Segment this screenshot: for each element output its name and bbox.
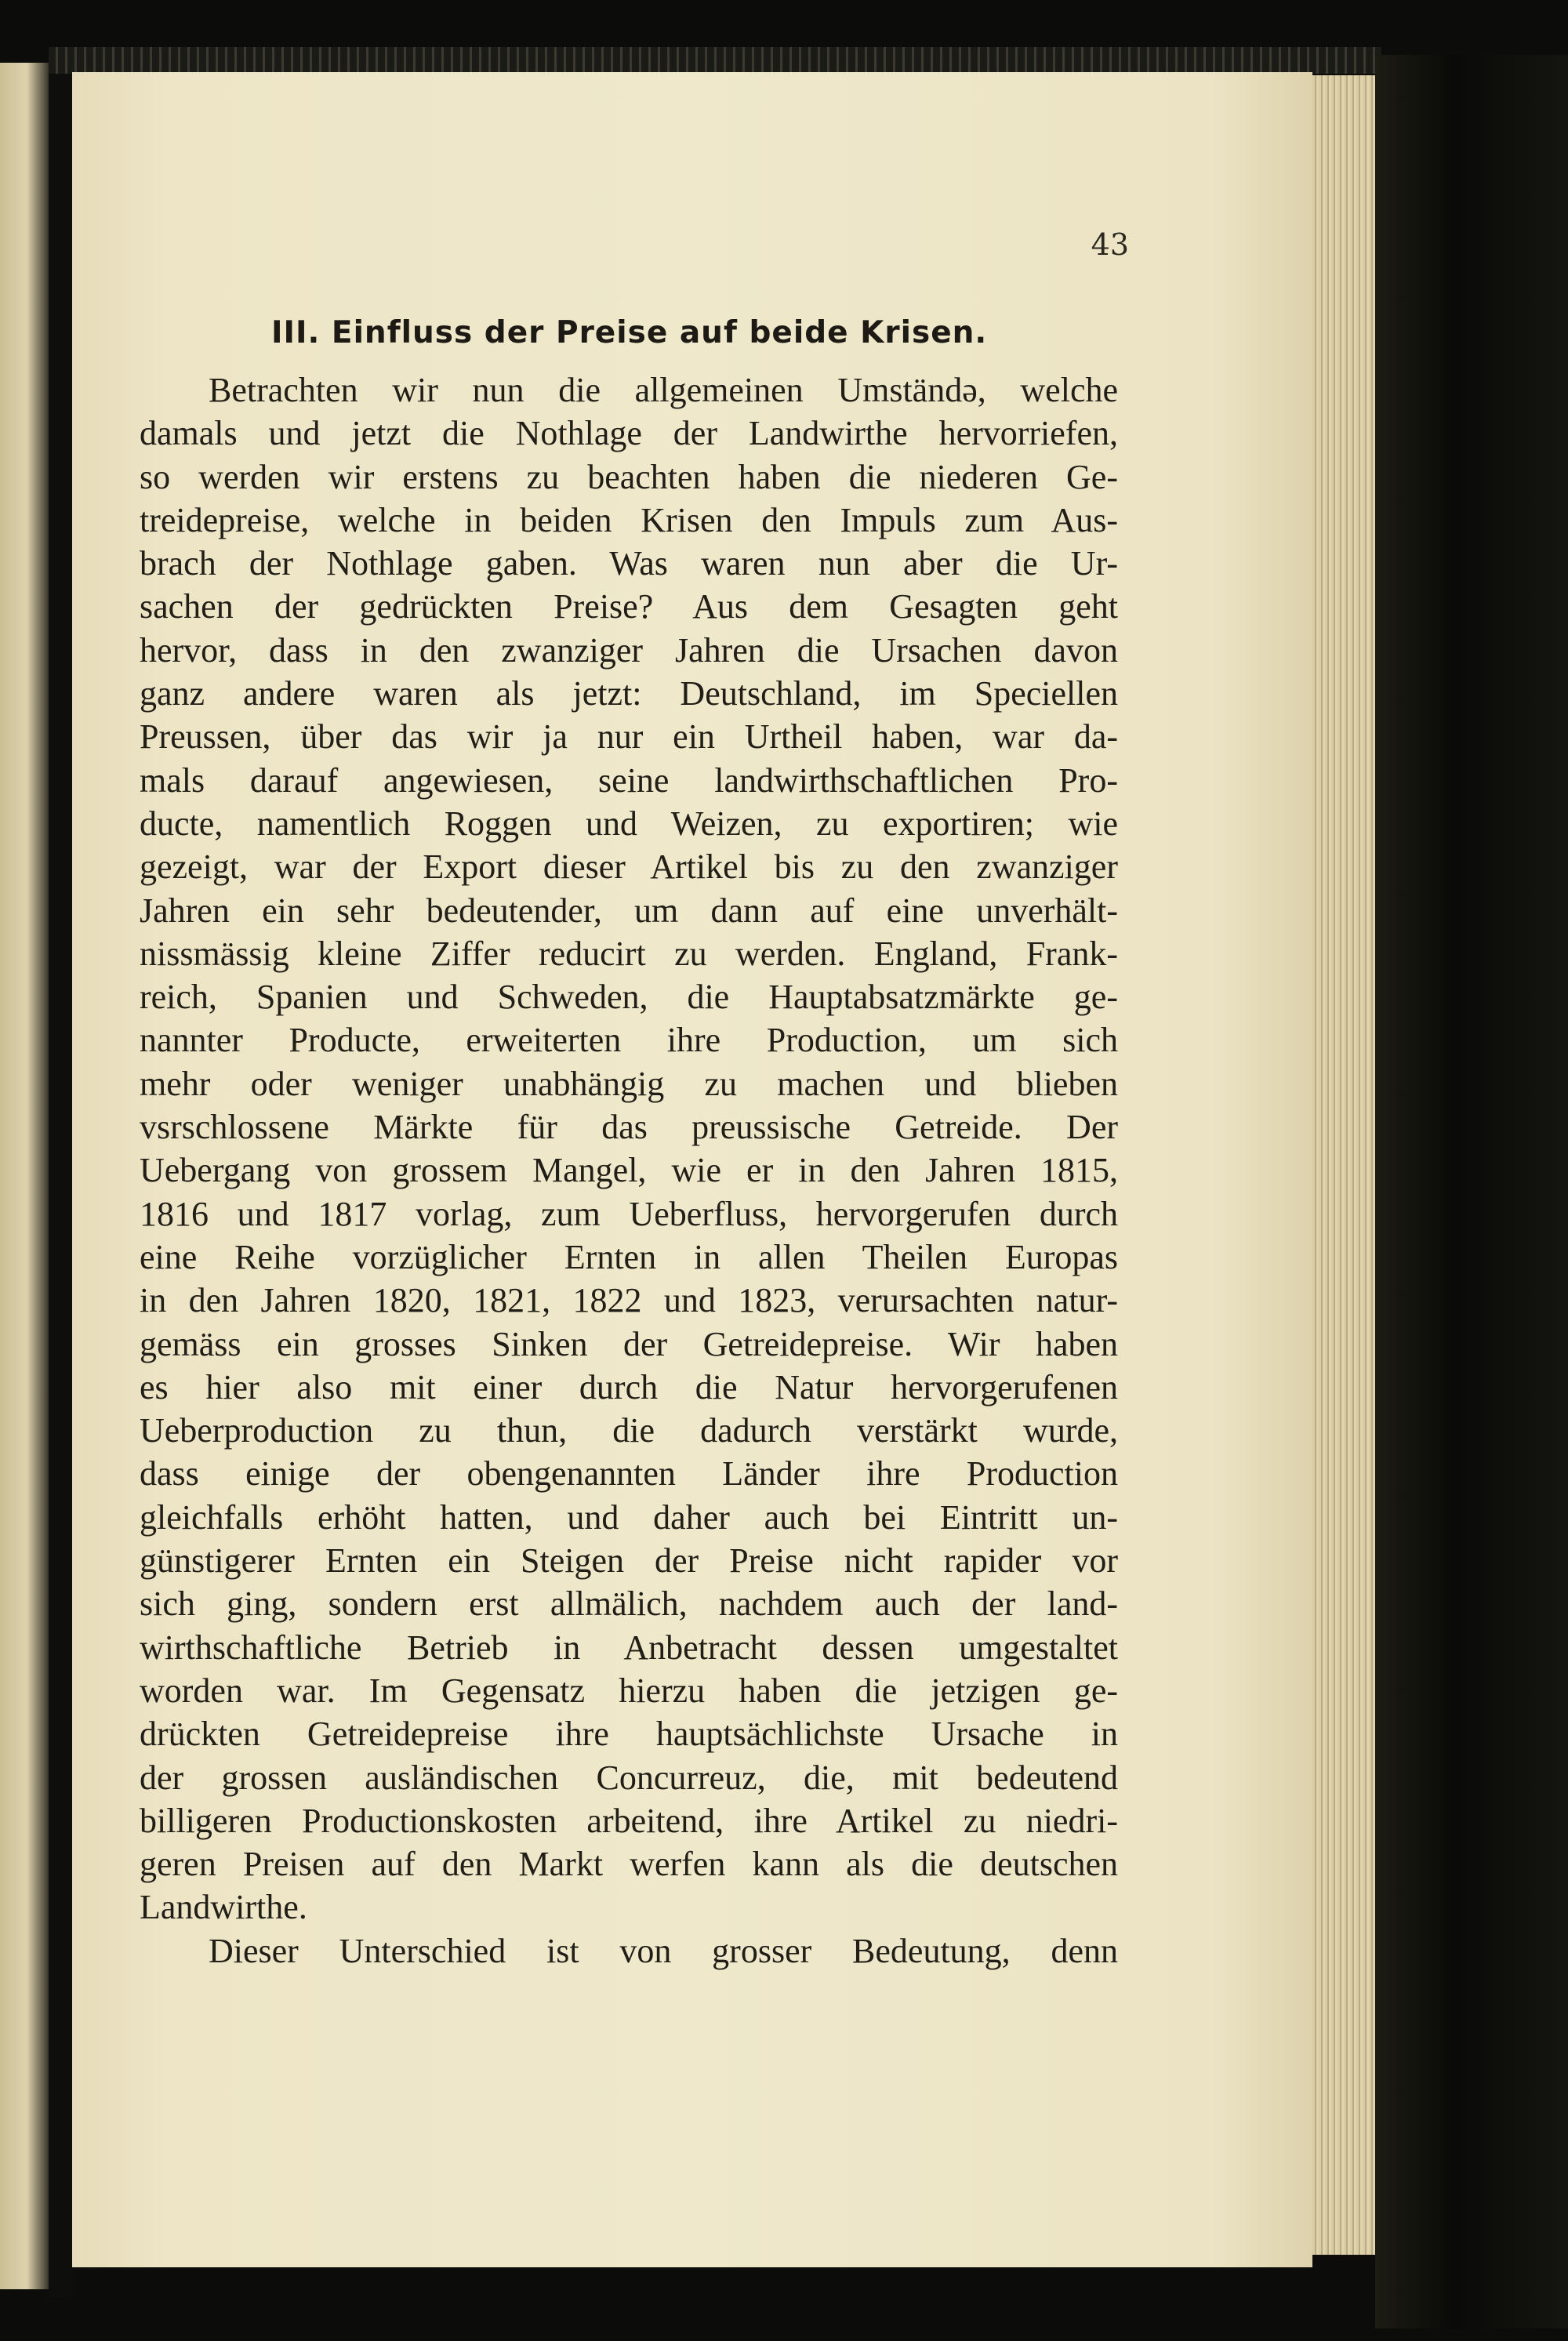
- text-line: nannter Producte, erweiterten ihre Production, um sich: [140, 1021, 1118, 1060]
- text-line: sich ging, sondern erst allmälich, nachdem auch der land-: [140, 1584, 1118, 1624]
- text-line: in den Jahren 1820, 1821, 1822 und 1823, verursachten natur-: [140, 1281, 1118, 1320]
- text-line: nissmässig kleine Ziffer reducirt zu werden. England, Frank-: [140, 934, 1118, 973]
- previous-page-edge: [0, 63, 49, 2289]
- text-line: Landwirthe.: [140, 1888, 307, 1927]
- text-line: drückten Getreidepreise ihre hauptsächlichste Ursache in: [140, 1715, 1118, 1754]
- text-line: Betrachten wir nun die allgemeinen Umständә, welche: [209, 371, 1118, 409]
- text-line: 1816 und 1817 vorlag, zum Ueberfluss, hervorgerufen durch: [140, 1194, 1118, 1233]
- text-line: es hier also mit einer durch die Natur hervorgerufenen: [140, 1367, 1118, 1406]
- text-line: Jahren ein sehr bedeutender, um dann auf eine unverhält-: [140, 891, 1118, 930]
- text-line: Dieser Unterschied ist von grosser Bedeutung, denn: [209, 1931, 1118, 1970]
- page-stack-edges: [1312, 75, 1375, 2255]
- text-line: ganz andere waren als jetzt: Deutschland, im Speciellen: [140, 674, 1118, 713]
- text-line: geren Preisen auf den Markt werfen kann als die deutschen: [140, 1845, 1118, 1884]
- text-line: eine Reihe vorzüglicher Ernten in allen Theilen Europas: [140, 1237, 1118, 1276]
- text-line: worden war. Im Gegensatz hierzu haben die jetzigen ge-: [140, 1671, 1118, 1710]
- text-line: gleichfalls erhöht hatten, und daher auch bei Eintritt un-: [140, 1497, 1118, 1537]
- text-line: ducte, namentlich Roggen und Weizen, zu exportiren; wie: [140, 804, 1118, 843]
- text-line: Ueberproduction zu thun, die dadurch verstärkt wurde,: [140, 1411, 1118, 1450]
- text-line: wirthschaftliche Betrieb in Anbetracht dessen umgestaltet: [140, 1628, 1118, 1667]
- body-text: [140, 368, 1118, 1973]
- top-page-edge: [49, 47, 1381, 74]
- paragraph-1: [140, 368, 1118, 1929]
- text-line: gezeigt, war der Export dieser Artikel bis zu den zwanziger: [140, 847, 1118, 887]
- text-line: gemäss ein grosses Sinken der Getreidepreise. Wir haben: [140, 1324, 1118, 1363]
- text-line: dass einige der obengenannten Länder ihre Production: [140, 1454, 1118, 1494]
- text-line: so werden wir erstens zu beachten haben die niederen Ge-: [140, 457, 1118, 496]
- text-line: reich, Spanien und Schweden, die Hauptabsatzmärkte ge-: [140, 978, 1118, 1017]
- text-line: brach der Nothlage gaben. Was waren nun aber die Ur-: [140, 544, 1118, 583]
- paragraph-2: [140, 1929, 1118, 1973]
- text-line: damals und jetzt die Nothlage der Landwirthe hervorriefen,: [140, 414, 1118, 453]
- text-line: der grossen ausländischen Concurreuz, die, mit bedeutend: [140, 1758, 1118, 1797]
- book-gutter: [49, 47, 72, 2297]
- text-line: treidepreise, welche in beiden Krisen den Impuls zum Aus-: [140, 500, 1118, 539]
- page-number: 43: [1091, 227, 1129, 262]
- text-line: Uebergang von grossem Mangel, wie er in den Jahren 1815,: [140, 1151, 1118, 1190]
- text-line: vsrschlossene Märkte für das preussische Getreide. Der: [140, 1108, 1118, 1147]
- text-line: sachen der gedrückten Preise? Aus dem Gesagten geht: [140, 587, 1118, 626]
- section-heading: III. Einfluss der Preise auf beide Krisen.: [271, 315, 988, 350]
- text-line: günstigerer Ernten ein Steigen der Preise nicht rapider vor: [140, 1541, 1118, 1581]
- text-line: mals darauf angewiesen, seine landwirthschaftlichen Pro-: [140, 760, 1118, 800]
- text-line: billigeren Productionskosten arbeitend, ihre Artikel zu niedri-: [140, 1801, 1118, 1840]
- text-line: Preussen, über das wir ja nur ein Urtheil haben, war da-: [140, 717, 1118, 757]
- text-line: hervor, dass in den zwanziger Jahren die Ursachen davon: [140, 630, 1118, 670]
- text-line: mehr oder weniger unabhängig zu machen und blieben: [140, 1064, 1118, 1103]
- book-cover-edge: [1375, 55, 1568, 2328]
